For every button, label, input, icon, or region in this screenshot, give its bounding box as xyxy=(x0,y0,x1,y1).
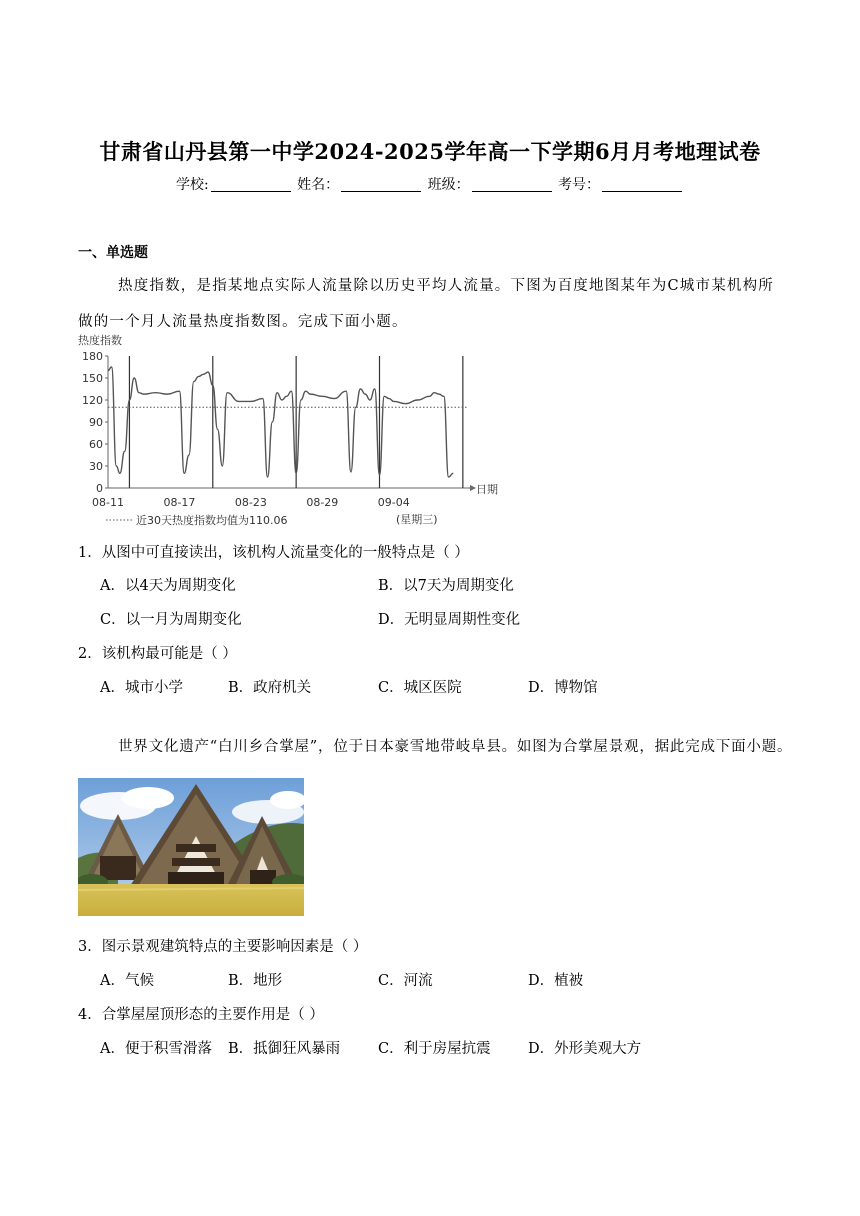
number-blank xyxy=(602,177,682,192)
chart-xtick-label: 08-17 xyxy=(163,496,196,509)
q1-option-a: A．以4天为周期变化 xyxy=(100,578,236,594)
gassho-house-photo xyxy=(78,778,304,916)
chart-xtick-label: 08-23 xyxy=(234,496,267,509)
school-blank xyxy=(211,177,291,192)
q3-option-b: B．地形 xyxy=(228,973,283,989)
q1-option-c: C．以一月为周期变化 xyxy=(100,612,242,628)
section-heading: 一、单选题 xyxy=(78,245,148,261)
chart-ytick-label: 120 xyxy=(82,394,103,407)
q2-option-c: C．城区医院 xyxy=(378,680,462,696)
question-4-stem: 4．合掌屋屋顶形态的主要作用是（ ） xyxy=(78,1007,324,1023)
class-blank xyxy=(472,177,552,192)
page-title: 甘肃省山丹县第一中学2024-2025学年高一下学期6月月考地理试卷 xyxy=(99,139,761,164)
chart-xtick-sub: (星期三) xyxy=(396,513,438,526)
chart-xtick-label: 08-29 xyxy=(306,496,339,509)
q4-option-d: D．外形美观大方 xyxy=(528,1041,642,1057)
q3-option-a: A．气候 xyxy=(100,973,154,989)
q4-option-a: A．便于积雪滑落 xyxy=(100,1041,212,1057)
heat-index-chart xyxy=(78,330,508,530)
intro-passage-1: 热度指数，是指某地点实际人流量除以历史平均人流量。下图为百度地图某年为C城市某机构所做的一个月人流量热度指数图。完成下面小题。 xyxy=(78,278,774,330)
student-info-line xyxy=(0,174,860,194)
q3-option-c: C．河流 xyxy=(378,973,433,989)
q4-option-c: C．利于房屋抗震 xyxy=(378,1041,491,1057)
q4-option-b: B．抵御狂风暴雨 xyxy=(228,1041,341,1057)
chart-xlabel: 日期 xyxy=(476,483,498,496)
name-blank xyxy=(341,177,421,192)
chart-ytick-label: 90 xyxy=(89,416,103,429)
q2-option-b: B．政府机关 xyxy=(228,680,312,696)
intro-passage-2: 世界文化遗产“白川乡合掌屋”，位于日本豪雪地带岐阜县。如图为合掌屋景观，据此完成下面小题。 xyxy=(118,739,793,755)
question-1-stem: 1．从图中可直接读出，该机构人流量变化的一般特点是（ ） xyxy=(78,545,469,561)
chart-ytick-label: 150 xyxy=(82,372,103,385)
chart-xtick-label: 08-11 xyxy=(92,496,124,509)
q3-option-d: D．植被 xyxy=(528,973,584,989)
name-label: 姓名： xyxy=(297,177,340,193)
q2-option-a: A．城市小学 xyxy=(100,680,183,696)
chart-ylabel: 热度指数 xyxy=(78,334,122,347)
chart-ytick-label: 180 xyxy=(82,350,103,363)
chart-ytick-label: 0 xyxy=(96,482,103,495)
q1-option-d: D．无明显周期性变化 xyxy=(378,612,521,628)
class-label: 班级： xyxy=(427,177,470,193)
chart-series-line xyxy=(108,367,453,477)
chart-ytick-label: 60 xyxy=(89,438,103,451)
chart-xtick-label: 09-04 xyxy=(377,496,410,509)
number-label: 考号： xyxy=(558,177,601,193)
chart-average-label: 近30天热度指数均值为110.06 xyxy=(136,514,288,527)
chart-ytick-label: 30 xyxy=(89,460,103,473)
school-label: 学校: xyxy=(175,177,209,193)
question-2-stem: 2．该机构最可能是（ ） xyxy=(78,646,237,662)
q1-option-b: B．以7天为周期变化 xyxy=(378,578,514,594)
question-3-stem: 3．图示景观建筑特点的主要影响因素是（ ） xyxy=(78,939,368,955)
q2-option-d: D．博物馆 xyxy=(528,680,598,696)
